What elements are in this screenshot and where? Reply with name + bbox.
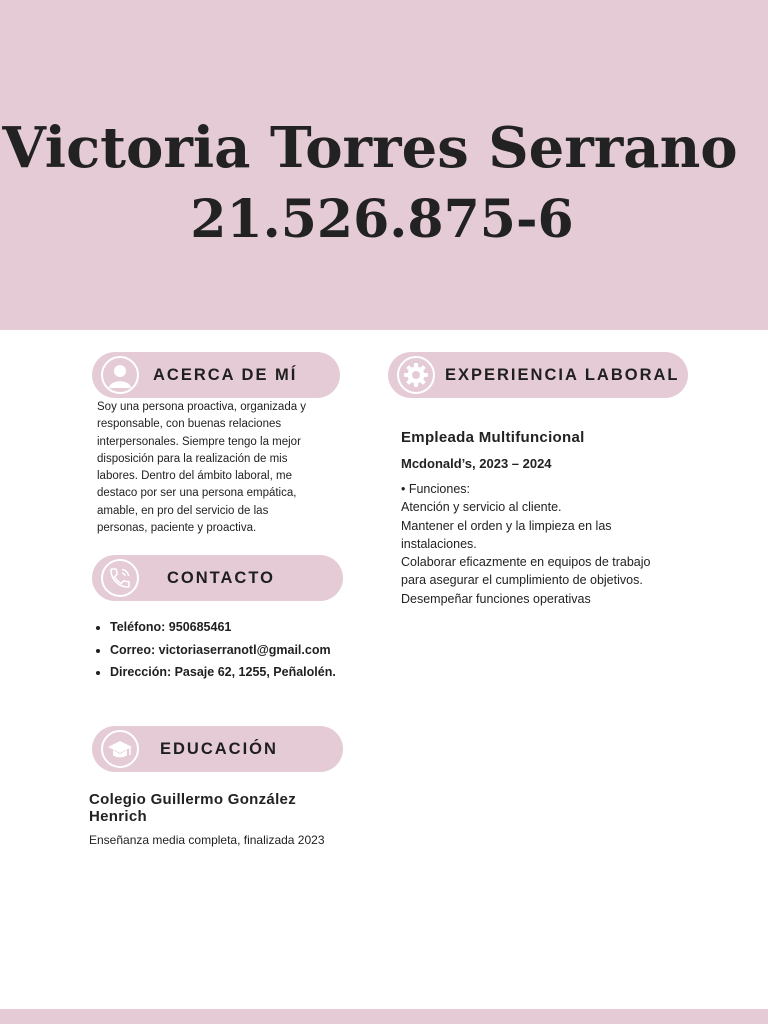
education-title: EDUCACIÓN	[160, 740, 278, 758]
contact-address: • Dirección: Pasaje 62, 1255, Peñalolén.	[110, 661, 410, 684]
duty-line: Desempeñar funciones operativas	[401, 591, 591, 606]
duty-line: Mantener el orden y la limpieza en las	[401, 518, 612, 533]
duty-line: Colaborar eficazmente en equipos de trabajo	[401, 555, 651, 570]
duty-line: para asegurar el cumplimiento de objetivos.	[401, 573, 643, 588]
duty-line: • Funciones:	[401, 482, 470, 496]
gear-icon	[397, 356, 435, 394]
job-duties	[401, 480, 701, 608]
job-title: Empleada Multifuncional	[401, 429, 585, 446]
contact-email: • Correo: victoriaserranotl@gmail.com	[110, 639, 410, 662]
about-text: Soy una persona proactiva, organizada y responsable, con buenas relaciones interpersonales. Siempre tengo la mejor disposición para la realización de mis labores. Dentro del ámbito laboral, me destaco por ser una persona empática, amable, en pro del servicio de las personas, paciente y proactiva.	[97, 401, 307, 535]
experience-section-header	[388, 352, 688, 398]
full-name: Victoria Torres Serrano	[2, 115, 738, 181]
person-icon	[101, 356, 139, 394]
about-section-header	[92, 352, 340, 398]
phone-icon	[101, 559, 139, 597]
education-section-header	[92, 726, 343, 772]
contact-title: CONTACTO	[167, 569, 275, 587]
id-number: 21.526.875-6	[190, 189, 574, 250]
experience-title: EXPERIENCIA LABORAL	[445, 366, 680, 384]
education-detail: Enseñanza media completa, finalizada 2023	[89, 833, 325, 847]
footer-strip	[0, 1009, 768, 1024]
header-banner	[0, 0, 768, 330]
duty-line: Atención y servicio al cliente.	[401, 500, 562, 515]
contact-list	[90, 616, 410, 684]
duty-line: instalaciones.	[401, 536, 477, 551]
contact-phone: • Teléfono: 950685461	[110, 616, 410, 639]
graduation-cap-icon	[101, 730, 139, 768]
education-school: Colegio Guillermo González Henrich	[89, 791, 296, 825]
job-company: Mcdonald’s, 2023 – 2024	[401, 456, 552, 471]
contact-section-header	[92, 555, 343, 601]
about-title: ACERCA DE MÍ	[153, 366, 298, 384]
